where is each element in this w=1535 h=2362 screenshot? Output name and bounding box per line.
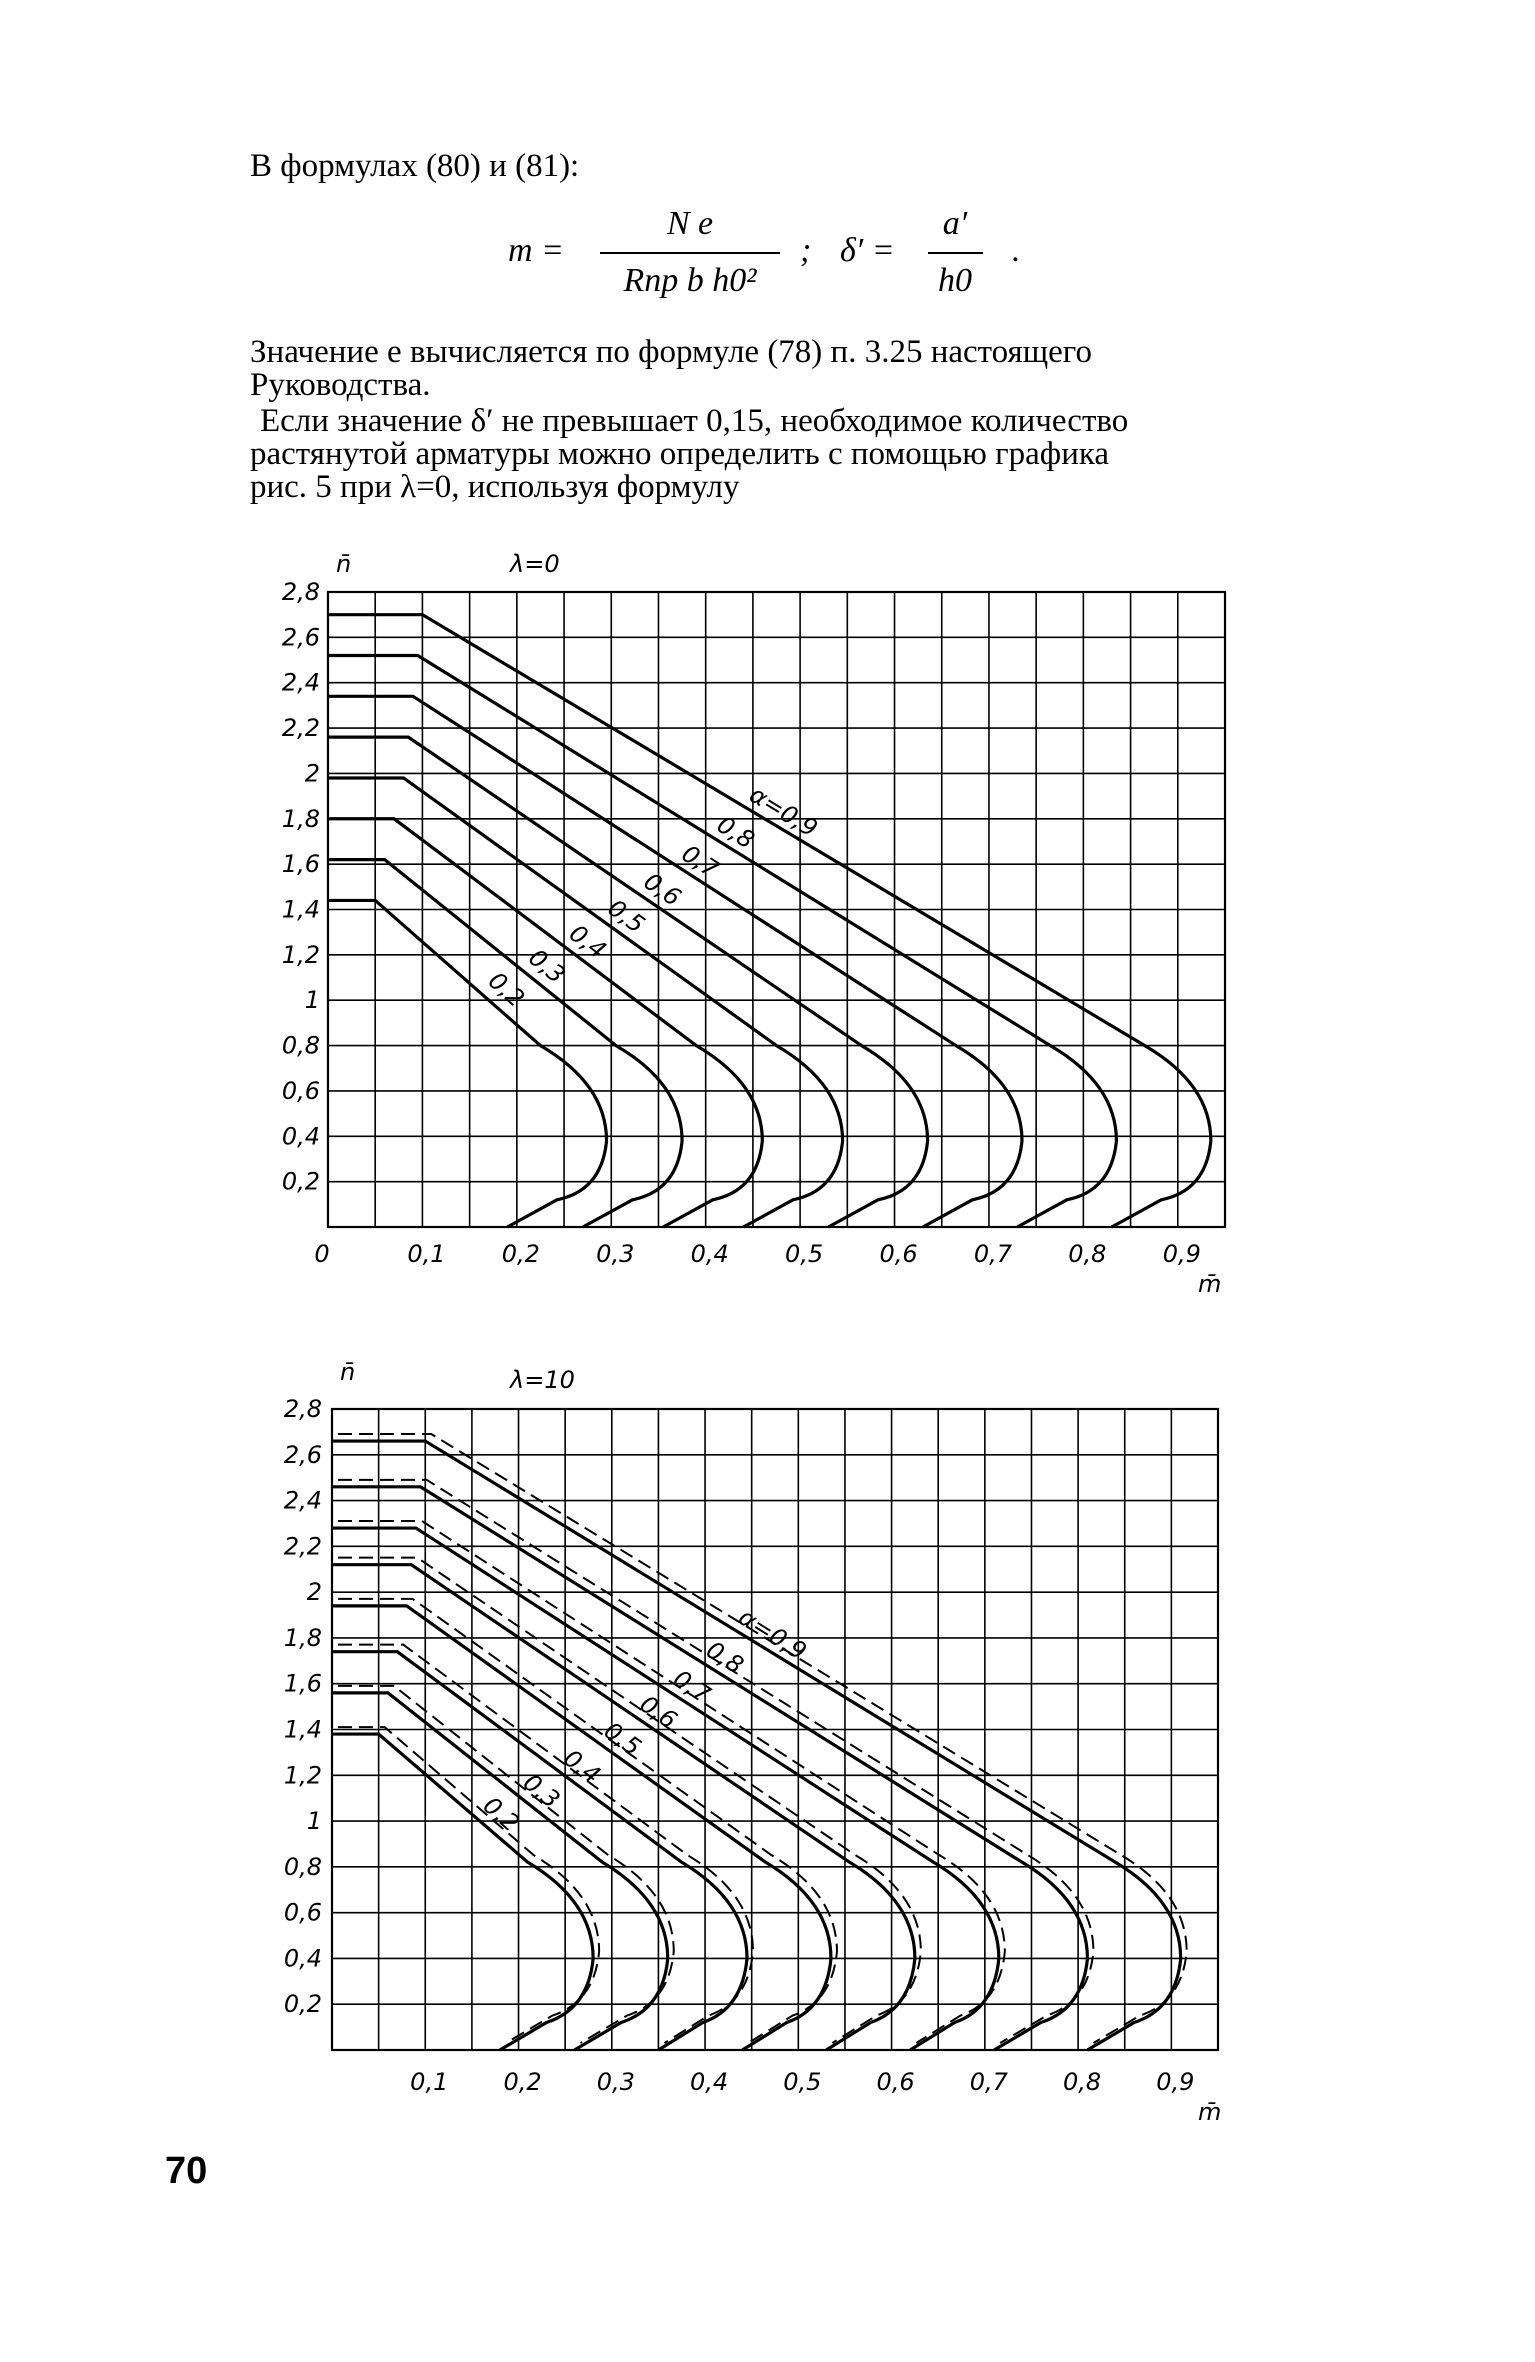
curve-label: 0,4 [564,919,612,965]
curve-alpha-α=0,9-dashed [338,1434,1187,2043]
x-tick-label: 0,7 [973,1240,1013,1268]
y-tick-label: 2 [306,1578,322,1607]
curve-label: 0,8 [712,810,760,855]
y-tick-label: 2 [304,759,320,788]
curve-label: 0,3 [517,1768,566,1814]
chart-2-grid [332,1409,1218,2050]
curve-label: 0,5 [602,893,650,939]
chart-2-title: λ=10 [510,1366,575,1394]
y-tick-label: 2,4 [281,668,320,697]
x-tick-label: 0,1 [407,1240,446,1268]
chart-1-xlabel: m̄ [1198,1270,1222,1298]
curve-label: α=0,9 [733,1602,812,1666]
y-tick-label: 2,2 [283,1532,322,1561]
x-tick-label: 0,8 [1063,2068,1102,2096]
y-tick-label: 1,8 [281,804,320,833]
chart-2-xlabel: m̄ [1198,2098,1222,2126]
chart-1 [282,550,1225,1298]
x-tick-label: 0,1 [410,2068,449,2096]
curve-label: 0,7 [676,839,725,884]
curve-label: 0,3 [523,943,571,990]
curve-alpha-0,2 [332,1734,593,2050]
y-tick-label: 1,6 [281,850,320,879]
x-tick-label: 0,5 [783,2068,822,2096]
curve-alpha-0,8 [328,656,1116,1228]
y-tick-label: 1,4 [283,1715,322,1744]
x-tick-label: 0,9 [1162,1240,1201,1268]
x-tick-label: 0,5 [785,1240,824,1268]
y-tick-label: 0,2 [283,1990,322,2019]
y-tick-label: 2,6 [281,623,320,652]
x-tick-label: 0,3 [596,2068,635,2096]
y-tick-label: 1,2 [281,940,320,969]
curve-label: 0,6 [634,1689,683,1735]
chart-1-ylabel: n̄ [336,550,352,578]
x-tick-label: 0,7 [969,2068,1008,2096]
y-tick-label: 0,8 [283,1852,322,1881]
y-tick-label: 0,4 [283,1944,322,1973]
curve-label: 0,7 [668,1664,716,1709]
chart-2-ylabel: n̄ [340,1358,356,1386]
y-tick-label: 2,6 [283,1440,322,1469]
y-tick-label: 1 [304,986,320,1015]
x-tick-label: 0,6 [879,1240,918,1268]
x-tick-label: 0,2 [501,1240,540,1268]
y-tick-label: 1,8 [283,1623,322,1652]
x-tick-label: 0 [314,1240,330,1268]
y-tick-label: 1,6 [283,1669,322,1698]
x-tick-label: 0,4 [689,2068,729,2096]
x-tick-label: 0,4 [690,1240,729,1268]
y-tick-label: 2,4 [283,1486,322,1515]
page-number: 70 [165,2150,208,2192]
y-tick-label: 2,8 [281,578,320,606]
formula-delta-lhs: δ′ = [840,232,895,269]
formula-end: . [1012,232,1021,269]
chart-1-title: λ=0 [510,550,560,578]
paragraph-2-line-3: рис. 5 при λ=0, используя формулу [250,469,740,505]
x-tick-label: 0,2 [503,2068,542,2096]
paragraph-1-line-1: Значение e вычисляется по формуле (78) п. 3.25 настоящего [250,334,1092,370]
y-tick-label: 0,4 [281,1122,320,1151]
intro-line: В формулах (80) и (81): [250,148,580,184]
paragraph-2-line-2: растянутой арматуры можно определить с помощью графика [250,436,1110,472]
formula-m-numerator: N e [666,205,714,242]
curve-label: 0,4 [558,1744,606,1790]
x-tick-label: 0,6 [876,2068,915,2096]
y-tick-label: 0,6 [283,1898,322,1927]
formula-m-denominator: Rпр b h0² [623,262,757,299]
curve-alpha-0,6 [328,737,928,1227]
y-tick-label: 1,2 [283,1761,322,1790]
curve-label: 0,2 [477,1791,525,1838]
x-tick-label: 0,8 [1068,1240,1107,1268]
x-tick-label: 0,9 [1156,2068,1195,2096]
y-tick-label: 0,8 [281,1031,320,1060]
curve-alpha-0,4 [332,1652,747,2050]
y-tick-label: 1 [306,1807,322,1836]
y-tick-label: 2,2 [281,714,320,743]
curve-label: 0,6 [638,867,687,912]
curve-label: α=0,9 [744,780,823,843]
formula-separator: ; [800,232,812,269]
curve-label: 0,8 [701,1635,749,1680]
curve-alpha-0,5 [328,778,843,1227]
curve-alpha-0,7 [328,696,1022,1227]
paragraph-2-line-1: Если значение δ′ не превышает 0,15, необходимое количество [260,403,1129,439]
paragraph-1-line-2: Руководства. [250,367,431,403]
y-tick-label: 2,8 [283,1395,322,1423]
formula-delta-denominator: h0 [938,262,972,299]
curve-label: 0,5 [598,1716,647,1762]
x-tick-label: 0,3 [596,1240,635,1268]
chart-1-grid [328,592,1225,1227]
formula-m-lhs: m = [508,232,564,269]
y-tick-label: 0,6 [281,1076,320,1105]
curve-label: 0,2 [482,966,530,1013]
chart-2 [284,1358,1222,2126]
curve-alpha-0,5 [332,1606,831,2050]
y-tick-label: 0,2 [281,1167,320,1196]
y-tick-label: 1,4 [281,895,320,924]
formula-delta-numerator: a′ [942,205,968,242]
